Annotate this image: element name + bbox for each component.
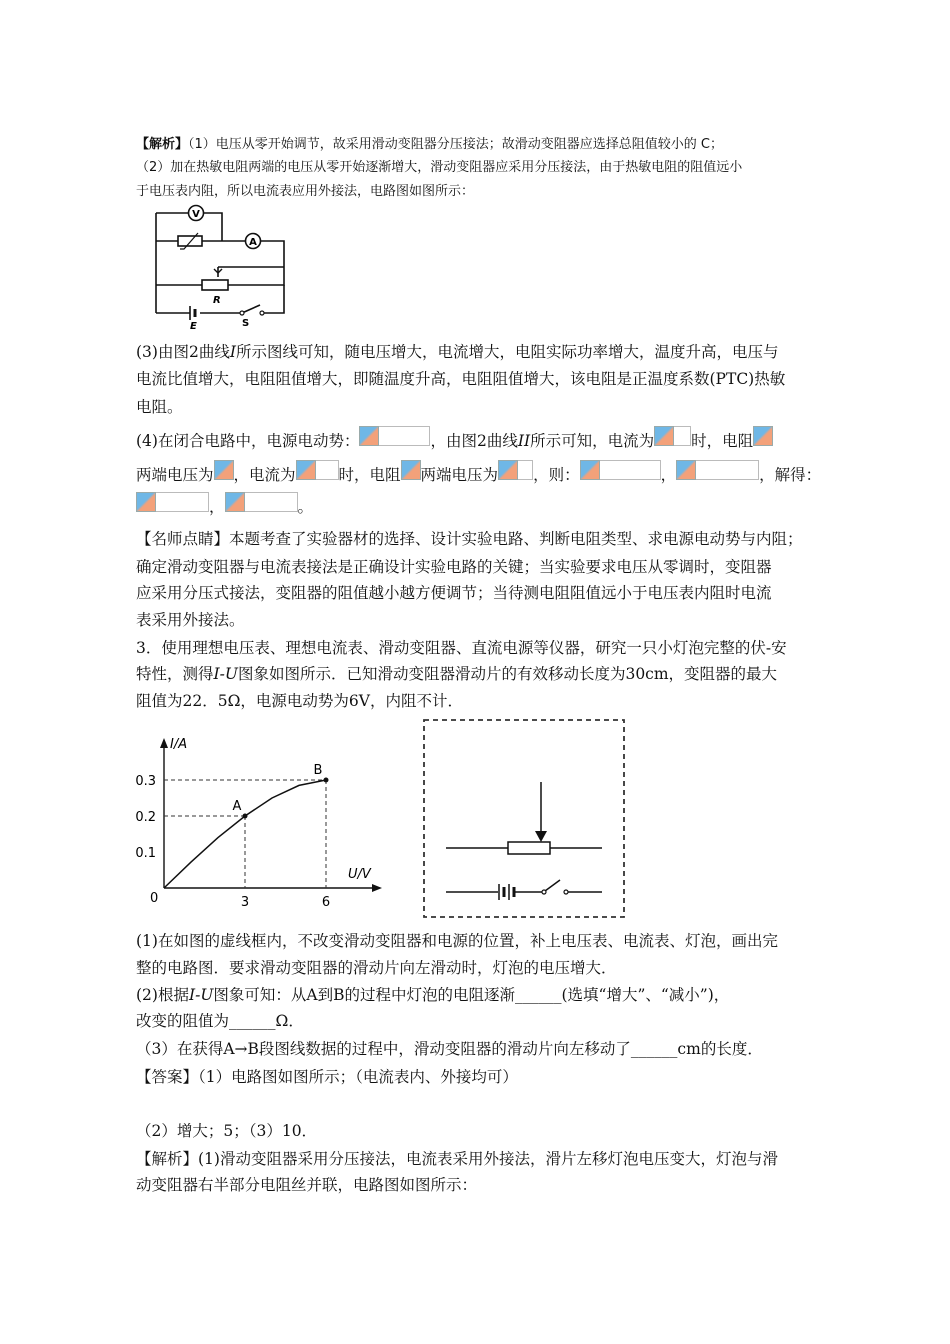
q3-line-3: 阻值为22．5Ω，电源电动势为6V，内阻不计．: [136, 692, 463, 710]
analysis-line-3: 于电压表内阻，所以电流表应用外接法，电路图如图所示：: [136, 184, 475, 199]
q3-line-2: 特性，测得I-U图象如图所示．已知滑动变阻器滑动片的有效移动长度为30cm，变阻器的最大: [136, 665, 778, 683]
ammeter-label: A: [249, 237, 257, 248]
analysis2-line-1: 【解析】(1)滑动变阻器采用分压接法，电流表采用外接法，滑片左移灯泡电压变大，灯泡与滑: [136, 1150, 778, 1168]
analysis-tag: 【解析】: [136, 137, 189, 152]
part3-line-1: (3)由图2曲线I所示图线可知，随电压增大，电流增大，电阻实际功率增大，温度升高，电压与: [136, 343, 779, 361]
analysis2-line-2: 动变阻器右半部分电阻丝并联，电路图如图所示：: [136, 1176, 478, 1194]
part3-line-3: 电阻。: [136, 398, 183, 416]
battery-symbol: [499, 884, 514, 900]
formula-image: [401, 460, 421, 480]
tip-line-1: 【名师点睛】本题考查了实验器材的选择、设计实验电路、判断电阻类型、求电源电动势与内阻；: [136, 530, 803, 548]
switch-contact: [542, 890, 546, 894]
q3-line-1: 3．使用理想电压表、理想电流表、滑动变阻器、直流电源等仪器，研究一只小灯泡完整的伏-安: [136, 639, 787, 657]
x-axis-label: U/V: [348, 867, 371, 882]
question-2-line-2: 改变的阻值为______Ω．: [136, 1012, 304, 1030]
answer-line-1: 【答案】（1）电路图如图所示；（电流表内、外接均可）: [136, 1068, 518, 1086]
data-point: [324, 778, 329, 783]
tip-line-3: 应采用分压式接法，变阻器的阻值越小越方便调节；当待测电阻阻值远小于电压表内阻时电流: [136, 584, 772, 602]
rheostat-symbol: [202, 280, 228, 290]
analysis-line-2: （2）加在热敏电阻两端的电压从零开始逐渐增大，滑动变阻器应采用分压接法，由于热敏电阻的阻值远小: [136, 160, 743, 175]
formula-image: [214, 460, 234, 480]
x-tick-label: 6: [321, 895, 331, 910]
x-axis-arrow-icon: [372, 884, 382, 892]
part4-line-2: 两端电压为 ，电流为 时，电阻 两端电压为 ，则： ， ，解得：: [136, 460, 821, 485]
voltmeter-label: V: [192, 209, 200, 220]
formula-image: [676, 460, 759, 480]
point-label: A: [232, 799, 242, 814]
origin-label: 0: [150, 891, 159, 906]
formula-image: [359, 426, 430, 446]
thermistor-symbol: [178, 236, 202, 246]
part4-line-3: ， 。: [136, 492, 313, 517]
tip-line-4: 表采用外接法。: [136, 611, 245, 629]
formula-image: [136, 492, 209, 512]
dashed-circuit-box: [420, 716, 628, 921]
y-tick-label: 0.3: [135, 774, 156, 789]
part4-line-1: (4)在闭合电路中，电源电动势： ，由图2曲线II所示可知，电流为 时，电阻: [136, 426, 773, 451]
formula-image: [296, 460, 339, 480]
part3-line-2: 电流比值增大，电阻阻值增大，即随温度升高，电阻阻值增大，该电阻是正温度系数(PTC)热敏: [136, 370, 786, 388]
formula-image: [654, 426, 691, 446]
iu-chart: [130, 728, 395, 918]
formula-image: [498, 460, 533, 480]
rheostat-symbol: [508, 842, 550, 854]
circuit-diagram-1: [150, 203, 290, 331]
answer-line-2: （2）增大；5；（3）10．: [136, 1122, 318, 1140]
y-tick-label: 0.2: [135, 810, 156, 825]
battery-label: E: [190, 321, 197, 331]
question-3-line: （3）在获得A→B段图线数据的过程中，滑动变阻器的滑动片向左移动了______cm的长度．: [136, 1040, 763, 1058]
question-1-line-1: (1)在如图的虚线框内，不改变滑动变阻器和电源的位置，补上电压表、电流表、灯泡，画出完: [136, 932, 778, 950]
rheostat-label: R: [213, 295, 221, 306]
y-axis-label: I/A: [170, 737, 188, 752]
switch-label: S: [242, 318, 250, 329]
y-tick-label: 0.1: [135, 846, 156, 861]
x-tick-label: 3: [240, 895, 250, 910]
analysis-line-1: 【解析】（1）电压从零开始调节，故采用滑动变阻器分压接法；故滑动变阻器应选择总阻值较小的 C；: [136, 137, 723, 152]
question-2-line-1: (2)根据I-U图象可知：从A到B的过程中灯泡的电阻逐渐______(选填“增大”、“减小”)，: [136, 986, 730, 1004]
question-1-line-2: 整的电路图．要求滑动变阻器的滑动片向左滑动时，灯泡的电压增大．: [136, 959, 617, 977]
tip-line-2: 确定滑动变阻器与电流表接法是正确设计实验电路的关键；当实验要求电压从零调时，变阻器: [136, 558, 772, 576]
formula-image: [580, 460, 661, 480]
switch-contact: [564, 890, 568, 894]
slider-arrow-icon: [535, 831, 547, 842]
formula-image: [225, 492, 298, 512]
dashed-frame: [424, 720, 624, 917]
y-axis-arrow-icon: [160, 738, 168, 748]
formula-image: [753, 426, 773, 446]
data-point: [243, 814, 248, 819]
point-label: B: [313, 763, 323, 778]
